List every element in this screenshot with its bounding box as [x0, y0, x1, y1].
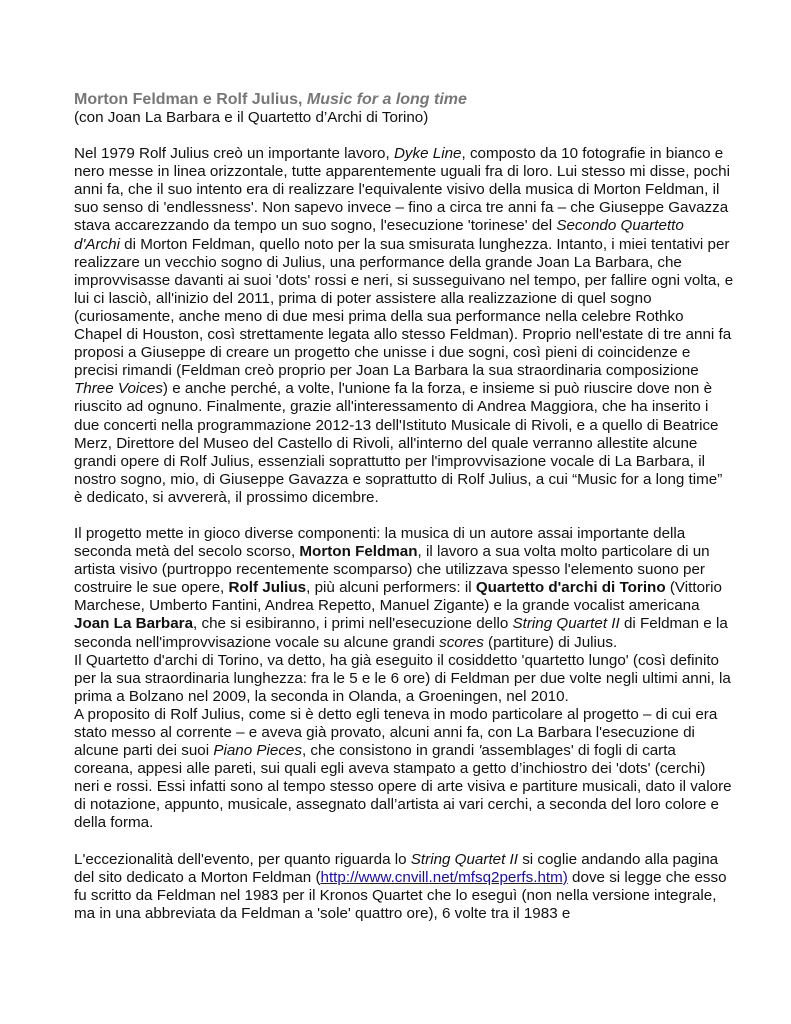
text-segment: L'eccezionalità dell'evento, per quanto riguarda lo	[74, 850, 411, 868]
italic-text: scores	[439, 633, 484, 651]
italic-text: Three Voices	[74, 380, 163, 398]
text-segment: assemblages' di fogli di carta coreana, appesi alle pareti, sui quali egli aveva stampato a getto d’inchiostro dei 'dots' (cerchi) neri e rossi. Essi infatti sono al tempo stesso opere di arte visiva e partiture musicali, dato il valore di notazione, appunto, musicale, assegnato dall’artista ai vari cerchi, a seconda del loro colore e della forma.	[74, 742, 732, 832]
text-segment: Nel 1979 Rolf Julius creò un importante lavoro,	[74, 145, 394, 163]
paragraph-2	[74, 525, 734, 833]
text-segment: , che consistono in grandi	[301, 742, 479, 760]
italic-text: Dyke Line	[393, 145, 462, 163]
text-segment: Il Quartetto d'archi di Torino, va detto, ha già eseguito il cosiddetto 'quartetto lungo' (così definito per la sua straordinaria lunghezza: fra le 5 e le 6 ore) di Feldman per due volte negli ultimi anni, la prima a Bolzano nel 2009, la seconda in Olanda, a Groeningen, nel 2010.	[74, 651, 731, 705]
text-segment: (Vittorio Marchese, Umberto Fantini, Andrea Repetto, Manuel Zigante) e la grande vocalist americana	[74, 579, 722, 615]
text-segment: (partiture) di Julius.	[483, 633, 618, 651]
bold-text: Rolf Julius	[228, 579, 307, 597]
paragraph-1	[74, 145, 734, 507]
text-segment: , che si esibiranno, i primi nell'esecuzione dello	[193, 615, 513, 633]
text-segment: si coglie andando alla pagina del sito dedicato a Morton Feldman (	[74, 850, 719, 886]
text-segment: Il progetto mette in gioco diverse componenti: la musica di un autore assai importante della seconda metà del secolo scorso,	[74, 524, 686, 561]
italic-text: '	[478, 742, 482, 760]
text-segment: A proposito di Rolf Julius, come si è detto egli teneva in modo particolare al progetto – di cui era stato messo al corrente – e aveva già provato, alcuni anni fa, con La Barbara l'esecuzione di alcune parti dei suoi	[74, 705, 718, 760]
bold-text: Joan La Barbara	[74, 615, 194, 633]
document-subtitle: (con Joan La Barbara e il Quartetto d’Archi di Torino)	[74, 109, 429, 126]
text-segment: ) e anche perché, a volte, l'unione fa la forza, e insieme si può riuscire dove non è riuscito ad ognuno. Finalmente, grazie all'interessamento di Andrea Maggiora, che ha inserito i due concerti nella programmazione 2012-13 dell'Istituto Musicale di Rivoli, e a quello di Beatrice Merz, Direttore del Museo del Castello di Rivoli, all'interno del quale verranno allestite alcune grandi opere di Rolf Julius, essenziali soprattutto per l'improvvisazione vocale di La Barbara, il nostro sogno, mio, di Giuseppe Gavazza e soprattutto di Rolf Julius, a cui “Music for a long time” è dedicato, si avvererà, il prossimo dicembre.	[74, 380, 723, 506]
paragraph-3	[74, 851, 734, 923]
text-segment: di Morton Feldman, quello noto per la sua smisurata lunghezza. Intanto, i miei tentativi per realizzare un vecchio sogno di Julius, una performance della grande Joan La Barbara, che improvvisasse davanti ai suoi 'dots' rossi e neri, si susseguivano nel tempo, per fallire ogni volta, e lui ci lasciò, all'inizio del 2011, prima di poter assistere alla realizzazione di quel sogno (curiosamente, anche meno di due mesi prima della sua performance nella celebre Rothko Chapel di Houston, così strettamente legata allo stesso Feldman). Proprio nell'estate di tre anni fa proposi a Giuseppe di creare un progetto che unisse i due sogni, così pieni di coincidenze e precisi rimandi (Feldman creò proprio per Joan La Barbara la sua straordinaria composizione	[74, 235, 734, 380]
italic-text: String Quartet II	[512, 615, 620, 633]
document-body	[74, 90, 734, 941]
text-segment: , più alcuni performers: il	[306, 579, 476, 597]
document-title	[74, 90, 734, 109]
title-italic: Music for a long time	[306, 91, 467, 108]
text-segment: , il lavoro a sua volta molto particolare di un artista visivo (purtroppo recentemente scomparso) che utilizzava spesso l'elemento suono per costruire le sue opere,	[74, 543, 710, 597]
italic-text: Piano Pieces	[213, 742, 302, 760]
bold-text: Quartetto d'archi di Torino	[475, 579, 666, 597]
feldman-site-link[interactable]: http://www.cnvill.net/mfsq2perfs.htm)	[320, 868, 568, 886]
title-main: Morton Feldman e Rolf Julius,	[74, 91, 307, 108]
italic-text: Secondo Quartetto d'Archi	[74, 217, 684, 253]
italic-text: String Quartet II	[410, 850, 518, 868]
text-segment: dove si legge che esso fu scritto da Feldman nel 1983 per il Kronos Quartet che lo eseguì (non nella versione integrale, ma in una abbreviata da Feldman a 'sole' quattro ore), 6 volte tra il 1983 e	[74, 868, 727, 922]
text-segment: , composto da 10 fotografie in bianco e nero messe in linea orizzontale, tutte apparentemente uguali fra di loro. Lui stesso mi disse, pochi anni fa, che il suo intento era di realizzare l'equivalente visivo della musica di Morton Feldman, il suo senso di 'endlessness'. Non sapevo invece – fino a circa tre anni fa – che Giuseppe Gavazza stava accarezzando da tempo un suo sogno, l'esecuzione 'torinese' del	[74, 145, 730, 235]
bold-text: Morton Feldman	[299, 543, 418, 561]
text-segment: di Feldman e la seconda nell'improvvisazione vocale su alcune grandi	[74, 615, 728, 651]
